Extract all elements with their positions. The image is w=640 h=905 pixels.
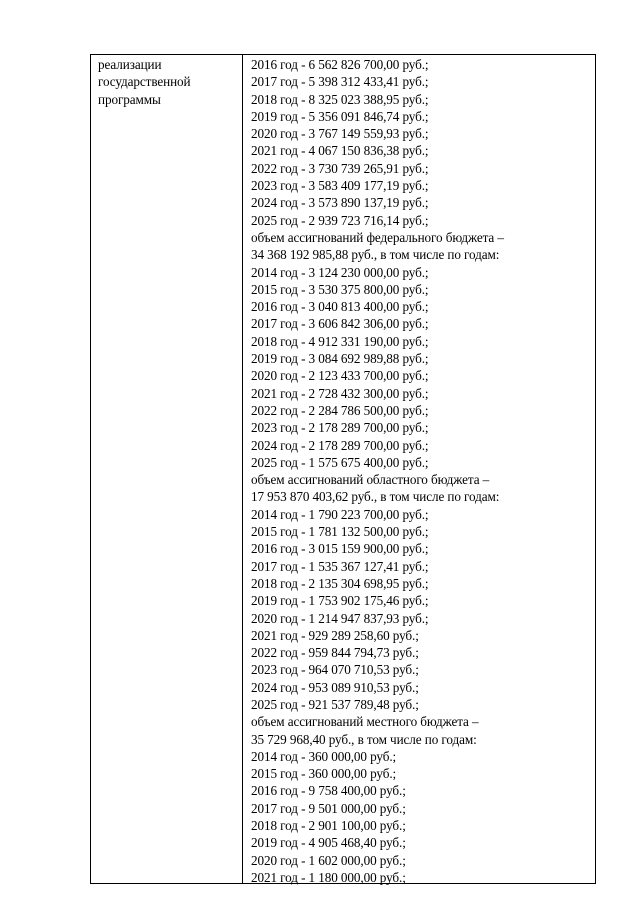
budget-line: 2024 год - 953 089 910,53 руб.;	[251, 679, 419, 695]
budget-line: объем ассигнований федерального бюджета –	[251, 229, 504, 245]
budget-line: 2024 год - 2 178 289 700,00 руб.;	[251, 437, 429, 453]
budget-line: 2016 год - 3 015 159 900,00 руб.;	[251, 541, 429, 557]
budget-line: 2022 год - 2 284 786 500,00 руб.;	[251, 402, 429, 418]
budget-line: 2015 год - 3 530 375 800,00 руб.;	[251, 281, 429, 297]
budget-line: 2015 год - 360 000,00 руб.;	[251, 766, 397, 782]
budget-line: 2024 год - 3 573 890 137,19 руб.;	[251, 195, 429, 211]
budget-line: 2023 год - 2 178 289 700,00 руб.;	[251, 420, 429, 436]
budget-line: 2014 год - 360 000,00 руб.;	[251, 748, 397, 764]
budget-values-cell	[243, 55, 595, 883]
program-label-line: государственной	[98, 74, 191, 90]
budget-line: 2019 год - 5 356 091 846,74 руб.;	[251, 108, 429, 124]
program-label-cell	[91, 55, 243, 883]
budget-line: 2023 год - 3 583 409 177,19 руб.;	[251, 178, 429, 194]
budget-line: 35 729 968,40 руб., в том числе по годам:	[251, 731, 477, 747]
budget-line: 2021 год - 4 067 150 836,38 руб.;	[251, 143, 429, 159]
budget-line: 2015 год - 1 781 132 500,00 руб.;	[251, 524, 429, 540]
budget-line: 2017 год - 3 606 842 306,00 руб.;	[251, 316, 429, 332]
budget-line: 2021 год - 2 728 432 300,00 руб.;	[251, 385, 429, 401]
budget-line: 2014 год - 1 790 223 700,00 руб.;	[251, 506, 429, 522]
budget-line: 17 953 870 403,62 руб., в том числе по годам:	[251, 489, 500, 505]
budget-line: 2025 год - 921 537 789,48 руб.;	[251, 696, 419, 712]
budget-line: 34 368 192 985,88 руб., в том числе по годам:	[251, 247, 500, 263]
program-label-line: программы	[98, 91, 161, 107]
budget-line: 2019 год - 1 753 902 175,46 руб.;	[251, 593, 429, 609]
budget-line: 2017 год - 1 535 367 127,41 руб.;	[251, 558, 429, 574]
budget-line: 2020 год - 1 602 000,00 руб.;	[251, 852, 406, 868]
budget-line: 2020 год - 1 214 947 837,93 руб.;	[251, 610, 429, 626]
budget-line: 2025 год - 1 575 675 400,00 руб.;	[251, 454, 429, 470]
budget-line: 2019 год - 3 084 692 989,88 руб.;	[251, 351, 429, 367]
budget-line: 2018 год - 4 912 331 190,00 руб.;	[251, 333, 429, 349]
budget-line: 2016 год - 9 758 400,00 руб.;	[251, 783, 406, 799]
budget-line: 2020 год - 2 123 433 700,00 руб.;	[251, 368, 429, 384]
program-label-line: реализации	[98, 57, 162, 72]
budget-table	[90, 54, 596, 884]
budget-line: 2018 год - 2 901 100,00 руб.;	[251, 818, 406, 834]
budget-line: объем ассигнований местного бюджета –	[251, 714, 479, 730]
budget-line: 2016 год - 6 562 826 700,00 руб.;	[251, 57, 429, 72]
budget-line: 2017 год - 9 501 000,00 руб.;	[251, 800, 406, 816]
budget-line: 2022 год - 3 730 739 265,91 руб.;	[251, 160, 429, 176]
budget-line: 2025 год - 2 939 723 716,14 руб.;	[251, 212, 429, 228]
budget-line: 2019 год - 4 905 468,40 руб.;	[251, 835, 406, 851]
budget-line: объем ассигнований областного бюджета –	[251, 472, 490, 488]
budget-line: 2016 год - 3 040 813 400,00 руб.;	[251, 299, 429, 315]
budget-line: 2021 год - 1 180 000,00 руб.;	[251, 869, 406, 885]
budget-line: 2023 год - 964 070 710,53 руб.;	[251, 662, 419, 678]
budget-line: 2018 год - 2 135 304 698,95 руб.;	[251, 575, 429, 591]
budget-line: 2018 год - 8 325 023 388,95 руб.;	[251, 91, 429, 107]
budget-line: 2014 год - 3 124 230 000,00 руб.;	[251, 264, 429, 280]
budget-line: 2022 год - 959 844 794,73 руб.;	[251, 645, 419, 661]
budget-line: 2020 год - 3 767 149 559,93 руб.;	[251, 126, 429, 142]
budget-line: 2017 год - 5 398 312 433,41 руб.;	[251, 74, 429, 90]
budget-line: 2021 год - 929 289 258,60 руб.;	[251, 627, 419, 643]
